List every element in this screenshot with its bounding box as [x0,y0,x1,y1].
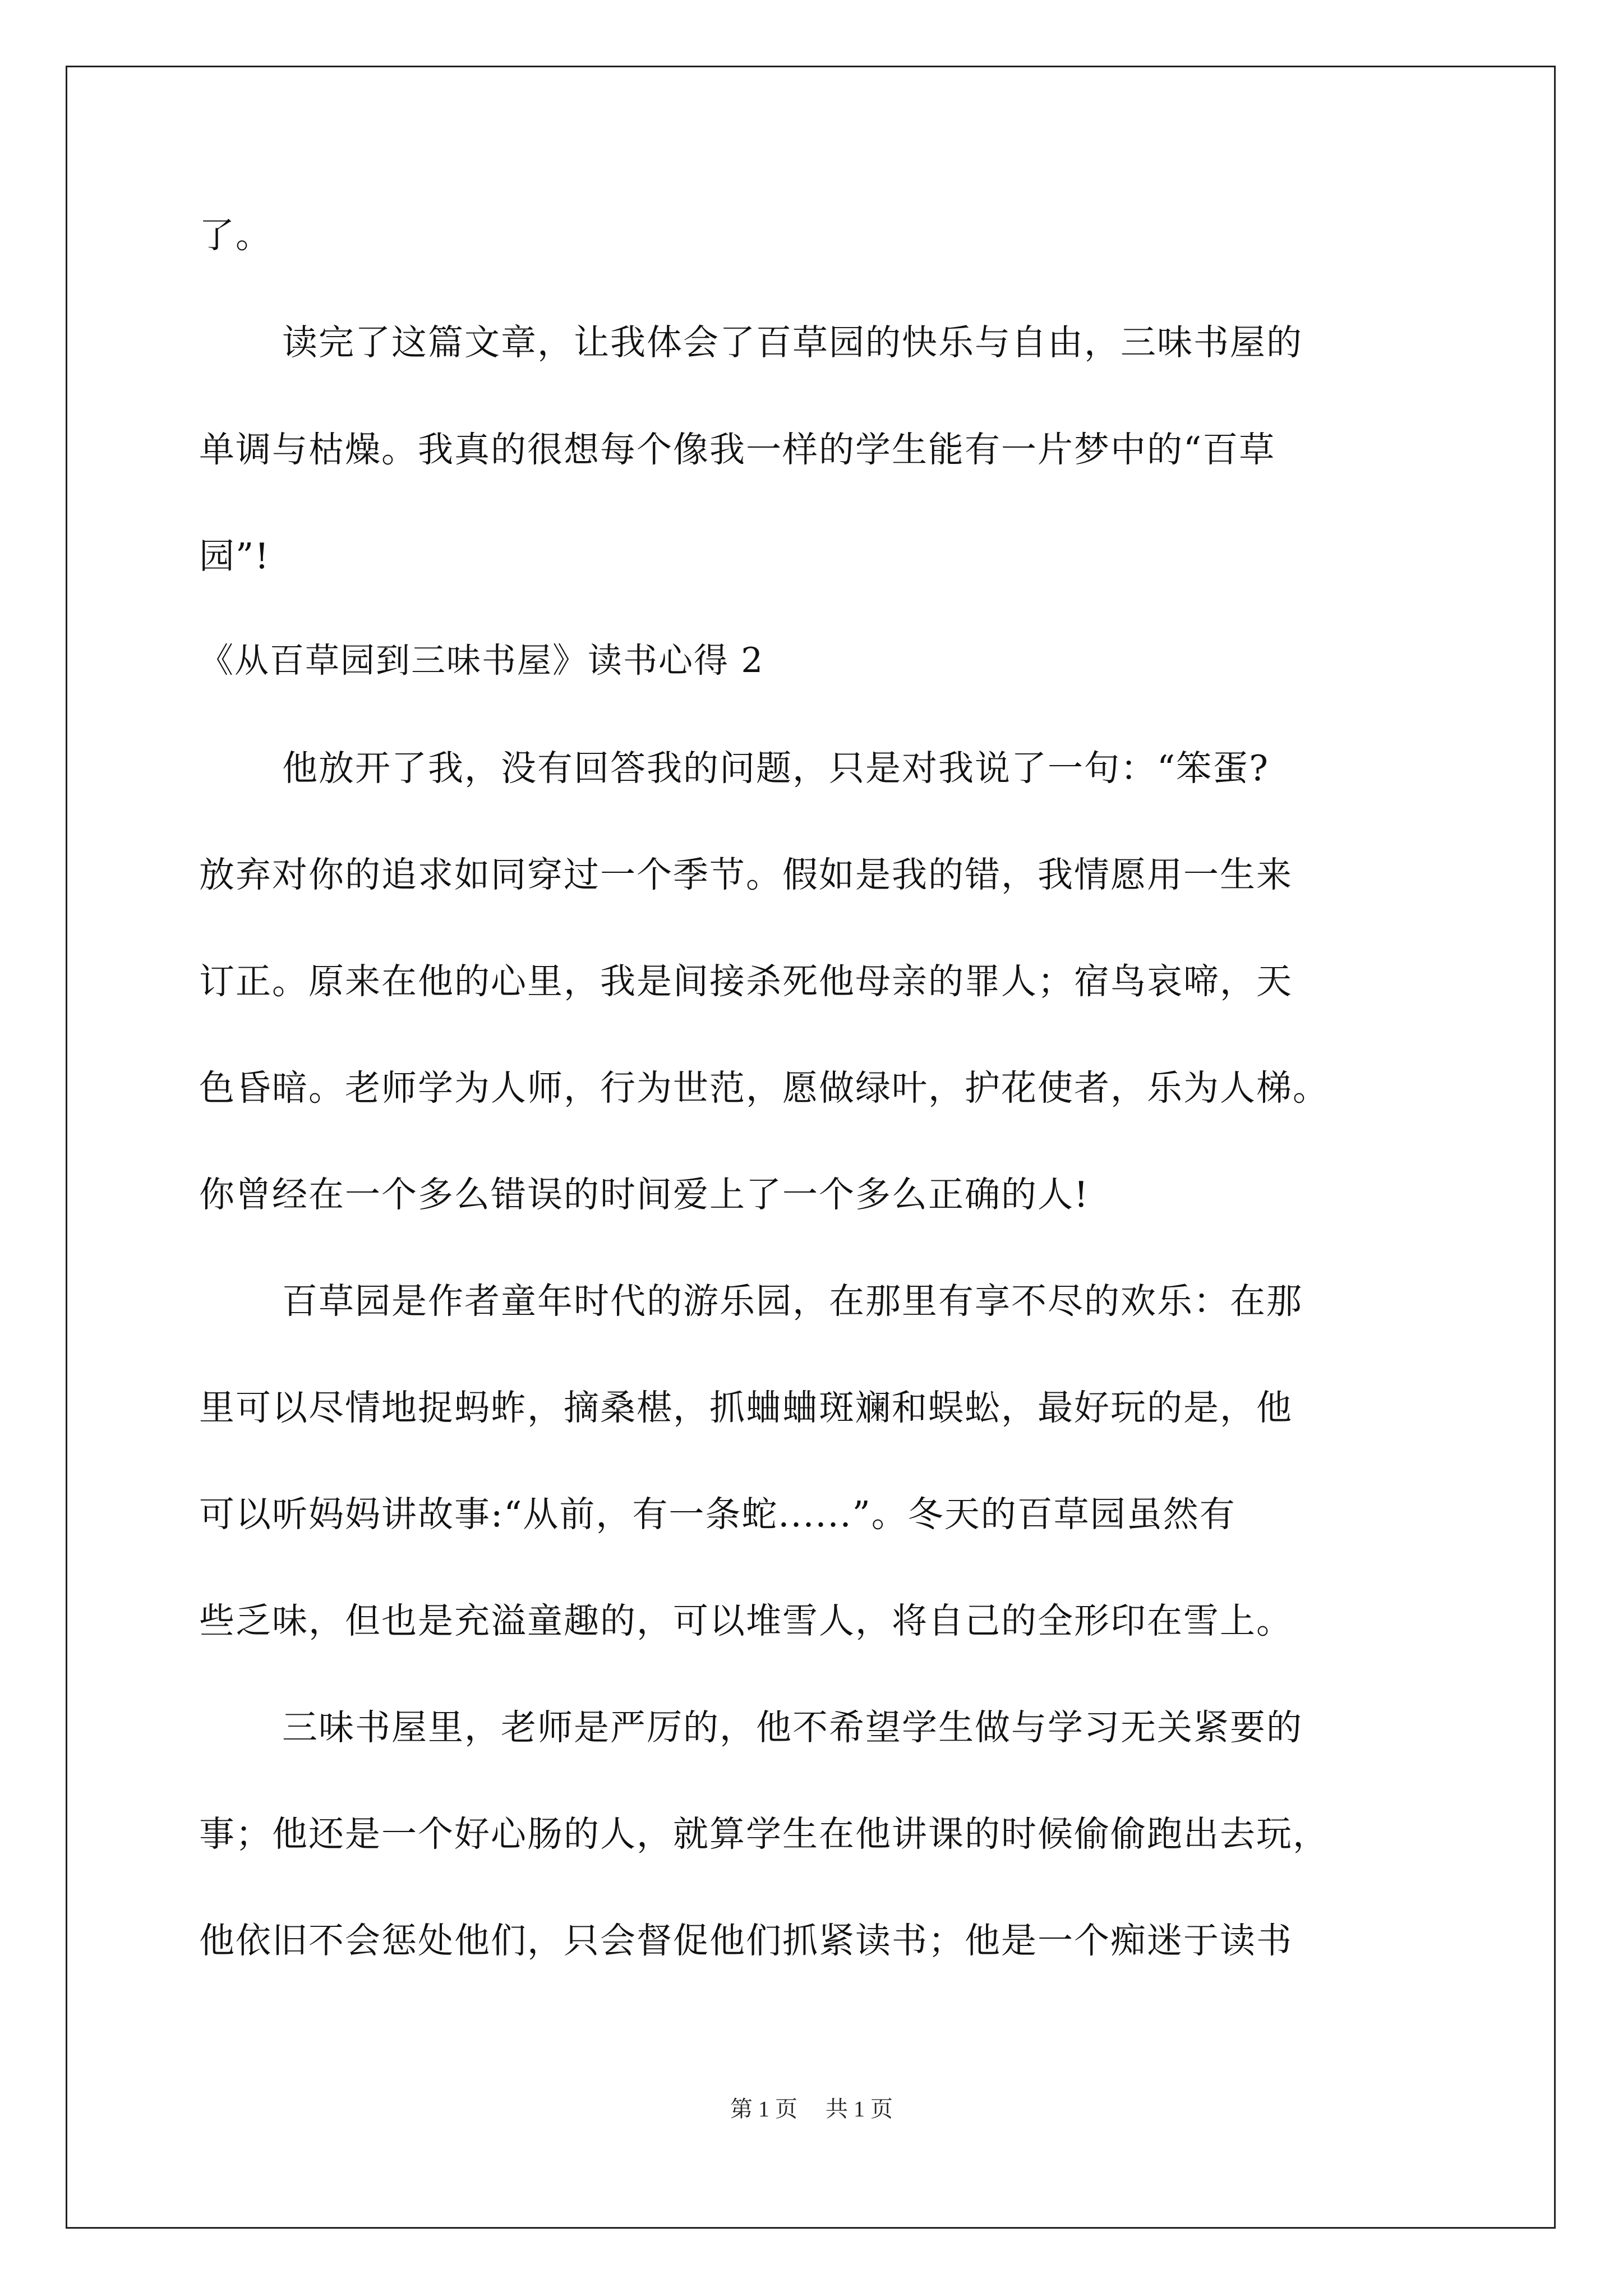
text-line: 读完了这篇文章，让我体会了百草园的快乐与自由，三味书屋的 [282,322,1303,363]
text-line: 放弃对你的追求如同穿过一个季节。假如是我的错，我情愿用一生来 [199,854,1293,895]
page-number: 第 1 页 [730,2096,797,2122]
text-line: 可以听妈妈讲故事:“从前，有一条蛇......”。冬天的百草园虽然有 [199,1494,1236,1535]
page-total: 共 1 页 [826,2096,893,2122]
text-line: 订正。原来在他的心里，我是间接杀死他母亲的罪人；宿鸟哀啼，天 [199,961,1293,1002]
text-line: 些乏味，但也是充溢童趣的，可以堆雪人，将自己的全形印在雪上。 [199,1600,1293,1641]
text-line: 单调与枯燥。我真的很想每个像我一样的学生能有一片梦中的“百草 [199,429,1276,470]
page-footer [0,2095,1623,2123]
page-border [66,66,1556,2229]
text-line: 百草园是作者童年时代的游乐园，在那里有享不尽的欢乐：在那 [282,1281,1303,1322]
text-line: 他依旧不会惩处他们，只会督促他们抓紧读书；他是一个痴迷于读书 [199,1920,1293,1961]
text-line: 园”! [199,536,270,577]
text-line: 三味书屋里，老师是严厉的，他不希望学生做与学习无关紧要的 [282,1707,1303,1748]
text-line: 了。 [199,215,272,256]
section-heading: 《从百草园到三味书屋》读书心得 2 [199,641,764,680]
text-line: 他放开了我，没有回答我的问题，只是对我说了一句：“笨蛋? [282,748,1269,789]
text-line: 里可以尽情地捉蚂蚱，摘桑椹，抓蛐蛐斑斓和蜈蚣，最好玩的是，他 [199,1387,1293,1428]
text-line: 事；他还是一个好心肠的人，就算学生在他讲课的时候偷偷跑出去玩， [199,1814,1329,1855]
text-line: 你曾经在一个多么错误的时间爱上了一个多么正确的人! [199,1174,1090,1215]
text-line: 色昏暗。老师学为人师，行为世范，愿做绿叶，护花使者，乐为人梯。 [199,1068,1329,1108]
